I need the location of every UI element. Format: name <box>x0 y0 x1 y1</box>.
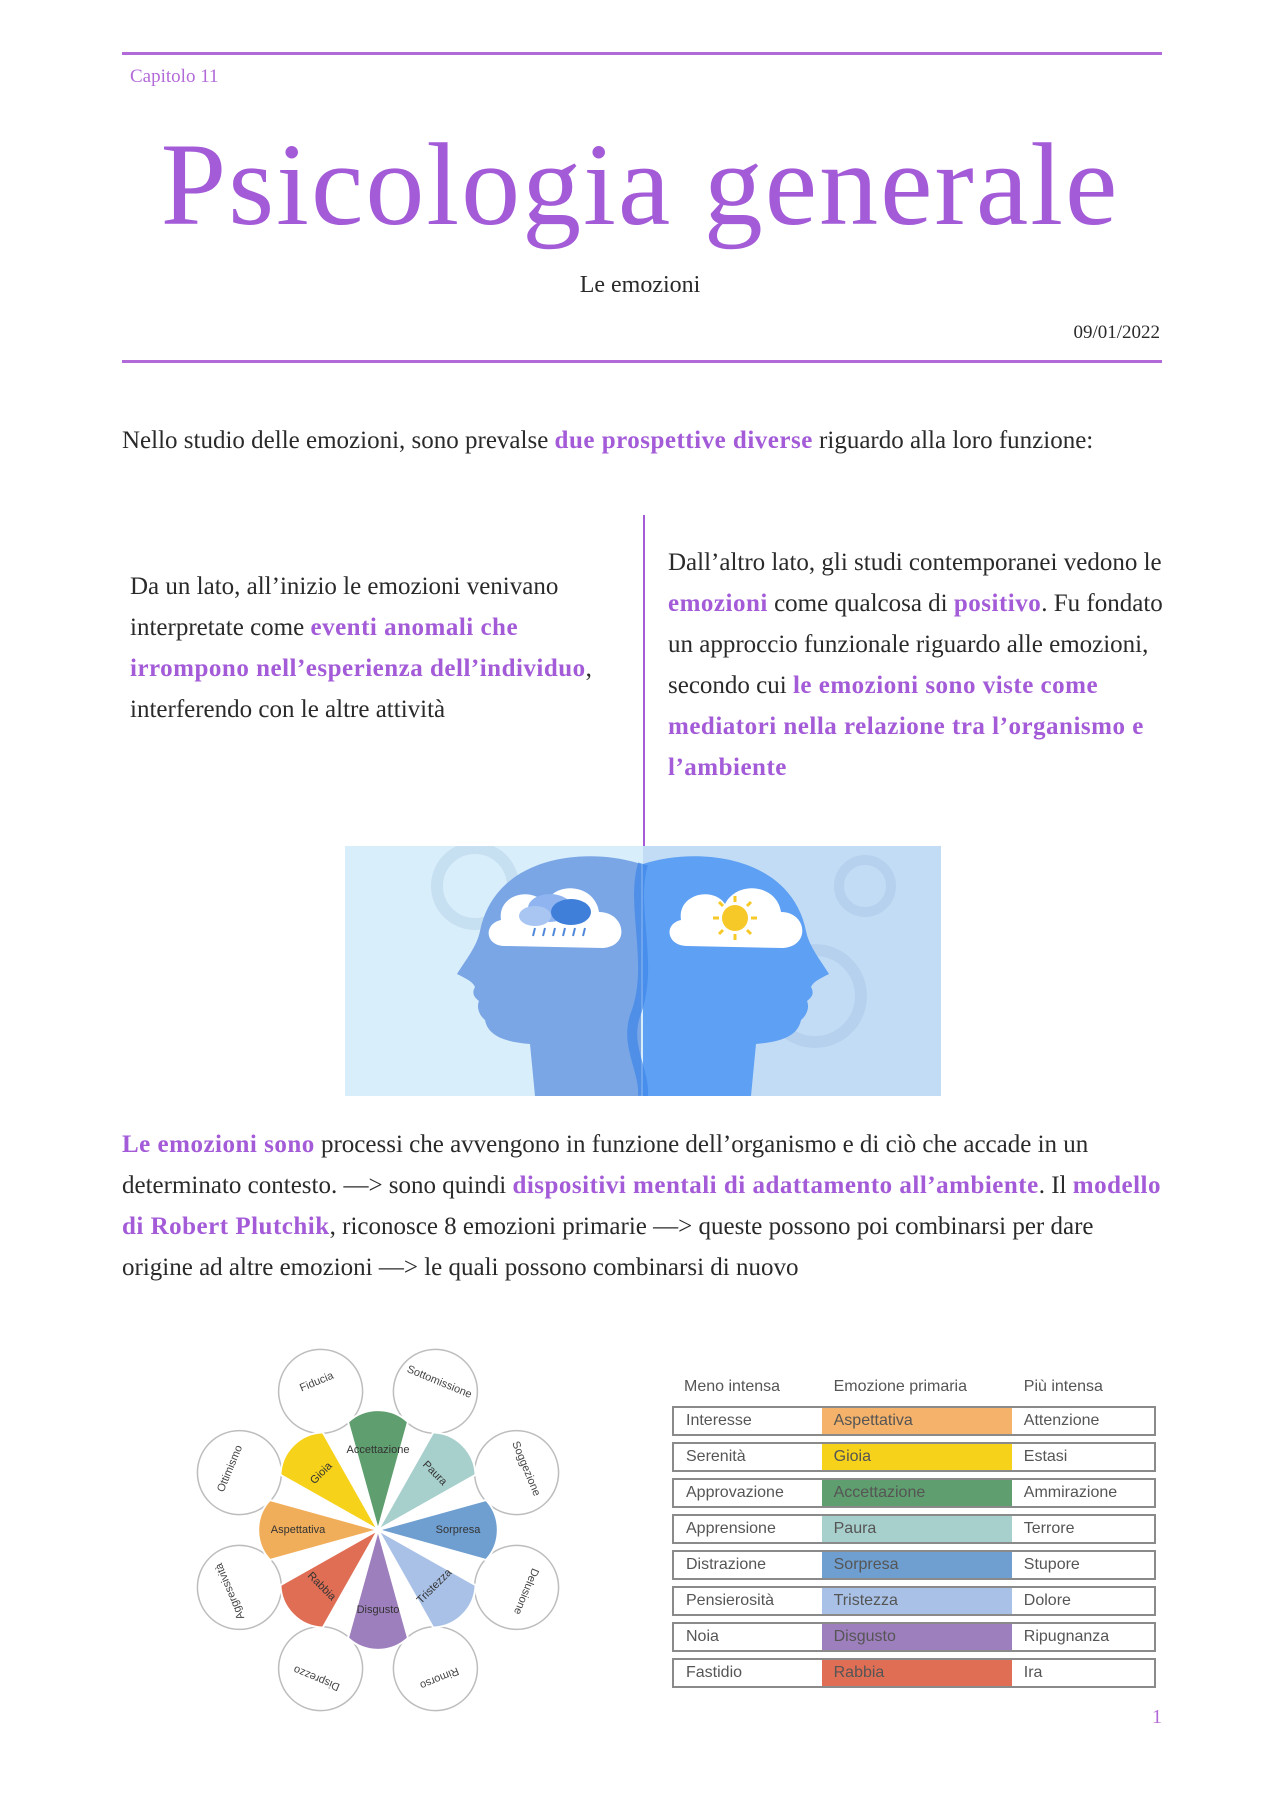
table-header-row <box>672 1376 1156 1400</box>
plutchik-highlight: modello di Robert Plutchik <box>122 1172 1161 1240</box>
cell-primary-emotion: Sorpresa <box>822 1550 1012 1580</box>
cell-primary-emotion: Rabbia <box>822 1658 1012 1688</box>
plutchik-wheel <box>188 1340 568 1720</box>
cell-more-intense: Ripugnanza <box>1012 1622 1156 1652</box>
outer-label: Sottomissione <box>405 1363 474 1401</box>
cell-less-intense: Distrazione <box>672 1550 822 1580</box>
outer-label: Fiducia <box>298 1369 336 1395</box>
petal-label: Aspettativa <box>270 1523 326 1536</box>
cell-more-intense: Attenzione <box>1012 1406 1156 1436</box>
outer-label: Aggressività <box>213 1561 248 1622</box>
petal-label: Tristezza <box>414 1566 455 1607</box>
intro-highlight: due prospettive diverse <box>554 427 813 454</box>
table-row <box>672 1622 1156 1652</box>
cell-primary-emotion: Accettazione <box>822 1478 1012 1508</box>
cell-primary-emotion: Paura <box>822 1514 1012 1544</box>
cell-more-intense: Stupore <box>1012 1550 1156 1580</box>
emotion-intensity-table <box>672 1370 1156 1694</box>
table-row <box>672 1550 1156 1580</box>
cell-less-intense: Apprensione <box>672 1514 822 1544</box>
table-row <box>672 1586 1156 1616</box>
cell-primary-emotion: Tristezza <box>822 1586 1012 1616</box>
body-paragraph: Le emozioni sono processi che avvengono in funzione dell’organismo e di ciò che accade in un determinato contesto. —> sono quindi dispositivi mentali di adattamento all’ambiente. Il modello di Robert Plutchik, riconosce 8 emozioni primarie —> queste possono poi combinarsi per dare origine ad altre emozioni —> le quali possono combinarsi di nuovo <box>122 1131 1161 1281</box>
outer-label: Delusione <box>511 1566 541 1617</box>
intro-paragraph: Nello studio delle emozioni, sono prevalse due prospettive diverse riguardo alla loro funzione: <box>122 427 1094 454</box>
column-header: Più intensa <box>1023 1378 1103 1395</box>
cell-less-intense: Serenità <box>672 1442 822 1472</box>
cell-less-intense: Pensierosità <box>672 1586 822 1616</box>
left-column-highlight: eventi anomali che irrompono nell’esperienza dell’individuo <box>130 614 586 682</box>
outer-label: Disprezzo <box>291 1663 342 1693</box>
petal-label: Paura <box>420 1458 450 1488</box>
right-column-highlight: le emozioni sono viste come mediatori nella relazione tra l’organismo e l’ambiente <box>668 672 1144 781</box>
petal-label: Accettazione <box>346 1443 410 1456</box>
table-row <box>672 1442 1156 1472</box>
right-column-paragraph: Dall’altro lato, gli studi contemporanei vedono le emozioni come qualcosa di positivo. Fu fondato un approccio funzionale riguardo alle emozioni, secondo cui le emozioni sono viste come mediatori nella relazione tra l’organismo e l’ambiente <box>668 549 1163 781</box>
table-row <box>672 1514 1156 1544</box>
page-title: Psicologia generale <box>160 119 1120 250</box>
outer-label: Soggezione <box>509 1439 543 1498</box>
petal-label: Disgusto <box>356 1603 400 1616</box>
cell-less-intense: Approvazione <box>672 1478 822 1508</box>
table-row <box>672 1406 1156 1436</box>
cell-primary-emotion: Disgusto <box>822 1622 1012 1652</box>
cell-more-intense: Terrore <box>1012 1514 1156 1544</box>
cell-more-intense: Ammirazione <box>1012 1478 1156 1508</box>
cell-primary-emotion: Aspettativa <box>822 1406 1012 1436</box>
chapter-label: Capitolo 11 <box>130 66 219 87</box>
column-header: Meno intensa <box>684 1378 781 1395</box>
petal-label: Sorpresa <box>435 1523 481 1536</box>
top-rule <box>122 52 1162 55</box>
two-heads-illustration <box>345 846 941 1096</box>
outer-label: Rimorso <box>418 1664 461 1692</box>
cell-more-intense: Dolore <box>1012 1586 1156 1616</box>
petal-label: Rabbia <box>304 1569 339 1604</box>
emotion-intensity-table-wrap <box>672 1370 1156 1694</box>
petal-label: Gioia <box>308 1460 335 1487</box>
document-date: 09/01/2022 <box>1073 322 1160 343</box>
left-column-paragraph: Da un lato, all’inizio le emozioni venivano interpretate come eventi anomali che irrompono nell’esperienza dell’individuo, interferendo con le altre attività <box>130 573 592 723</box>
table-row <box>672 1658 1156 1688</box>
cell-less-intense: Interesse <box>672 1406 822 1436</box>
cell-more-intense: Estasi <box>1012 1442 1156 1472</box>
cell-less-intense: Fastidio <box>672 1658 822 1688</box>
column-divider <box>643 515 645 847</box>
outer-label: Ottimismo <box>215 1443 246 1494</box>
page-subtitle: Le emozioni <box>579 272 701 298</box>
column-header: Emozione primaria <box>833 1378 968 1395</box>
cell-primary-emotion: Gioia <box>822 1442 1012 1472</box>
page-number: 1 <box>1152 1706 1162 1728</box>
header-bottom-rule <box>122 360 1162 363</box>
table-row <box>672 1478 1156 1508</box>
cell-less-intense: Noia <box>672 1622 822 1652</box>
cell-more-intense: Ira <box>1012 1658 1156 1688</box>
